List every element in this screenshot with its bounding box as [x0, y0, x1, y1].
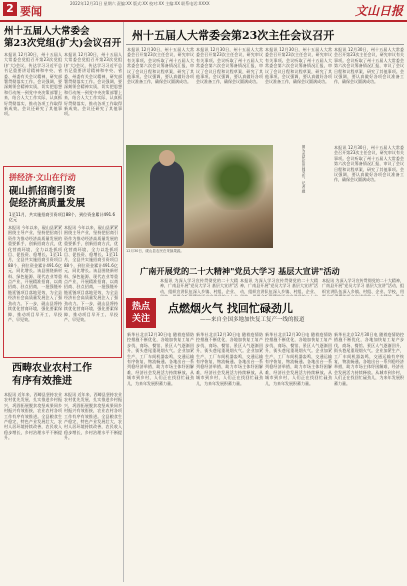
- photo-person: [150, 160, 184, 246]
- main-headline-1: 州十五届人大常委会第23次主任会议召开: [132, 29, 335, 42]
- main-article-1c: 本报讯 12月30日，州十五届人大常委会召开第23次主任会议，研究审议有关事项。会议听取了州十五届人大常委会第六次会议筹备情况汇报，审议了会议日程和议程草案，研究了其他事项。会议强调，要认真做好各项会议准备工作，确保会议圆满成功。: [265, 47, 332, 85]
- newspaper-logo: 文山日报: [354, 4, 403, 18]
- main-article-1d: 本报讯 12月30日，州十五届人大常委会召开第23次主任会议，研究审议有关事项。会议听取了州十五届人大常委会第六次会议筹备情况汇报，审议了会议日程和议程草案，研究了其他事项。会议强调，要认真做好各项会议准备工作，确保会议圆满成功。: [334, 47, 404, 85]
- column-tag: 拼经济·文山在行动: [9, 172, 76, 182]
- left-subhead-2: 1至11月，共实施招商引资项目88个，到位资金累计491.6亿元: [9, 212, 115, 223]
- left-article-3b: 本报讯 近年来，西畴县坚持农业农村优先发展，扎实推进乡村振兴，巩固拓展脱贫攻坚成果同乡村振兴有效衔接，农业农村各项工作有序有效推进。全县粮食生产稳定，特色产业发展壮大，农村人居环境持续改善，农民收入稳步增长，乡村治理水平不断提升。: [64, 392, 122, 441]
- main-article-1a: 本报讯 12月30日，州十五届人大常委会召开第23次主任会议，研究审议有关事项。会议听取了州十五届人大常委会第六次会议筹备情况汇报，审议了会议日程和议程草案，研究了其他事项。会议强调，要认真做好各项会议准备工作，确保会议圆满成功。: [127, 47, 194, 85]
- main-article-3b: 新华社北京12月30日电 随着疫情防控措施不断优化，各地加快复工复产步伐，商场、餐馆、景区人气逐渐回升，街头巷尾重现烟火气。企业加紧生产，工厂车间机器轰鸣，交通运输有序恢复，物流畅通。各地出台一系列稳经济举措，助力市场主体纾困解难，经济社会发展活力持续释放。从城市到乡村，人们正在找回忙碌劲儿，为来年发展积蓄力量。: [196, 332, 263, 386]
- page-number: 2: [3, 2, 17, 16]
- photo-vines: [200, 150, 270, 210]
- main-article-2c: 本报讯 为深入学习宣传贯彻党的二十大精神，广南县开展"党员大学习 基层大宣讲"活动，组织宣讲队伍深入乡镇、村组、企业、学校，用: [322, 278, 404, 294]
- photo-person-head: [159, 150, 175, 166]
- page-header: [0, 0, 407, 22]
- left-article-3: 本报讯 近年来，西畴县坚持农业农村优先发展，扎实推进乡村振兴，巩固拓展脱贫攻坚成果同乡村振兴有效衔接，农业农村各项工作有序有效推进。全县粮食生产稳定，特色产业发展壮大，农村人居环境持续改善，农民收入稳步增长，乡村治理水平不断提升。: [4, 392, 62, 441]
- header-meta: 2022年12月31日 星期六 责编:XX 版式:XX 校对:XX 主编:XX 联系电话:XXXX: [70, 1, 210, 6]
- photo-caption: 12月30日，砚山县农民在采摘果蔬。: [126, 249, 184, 253]
- section-title: 要闻: [20, 5, 42, 18]
- divider: [126, 44, 404, 45]
- left-headline-2: 砚山抓招商引资 促经济高质量发展: [9, 186, 86, 209]
- left-headline-1: 州十五届人大常委会 第23次党组(扩大)会议召开: [4, 26, 122, 49]
- main-article-3a: 新华社北京12月30日电 随着疫情防控措施不断优化，各地加快复工复产步伐，商场、餐馆、景区人气逐渐回升，街头巷尾重现烟火气。企业加紧生产，工厂车间机器轰鸣，交通运输有序恢复，物流畅通。各地出台一系列稳经济举措，助力市场主体纾困解难，经济社会发展活力持续释放。从城市到乡村，人们正在找回忙碌劲儿，为来年发展积蓄力量。: [127, 332, 194, 386]
- side-caption: 图为农民在田间劳作。记者 摄: [302, 145, 306, 193]
- left-article-1b: 本报讯 12月30日，州十五届人大常委会党组召开第23次党组(扩大)会议，传达学习习近平总书记重要讲话精神和中央、省委、州委有关会议精神，研究部署贯彻落实工作。会议强调，要深刻领会精神实质，切实把思想和行动统一到党中央决策部署上来，结合人大工作实际，认真抓好贯彻落实，推动各项工作取得新成效。会议还研究了其他事项。: [64, 52, 122, 117]
- main-article-2b: 本报讯 为深入学习宣传贯彻党的二十大精神，广南县开展"党员大学习 基层大宣讲"活动，组织宣讲队伍深入乡镇、村组、企业、: [240, 278, 318, 294]
- main-article-2a: 本报讯 为深入学习宣传贯彻党的二十大精神，广南县开展"党员大学习 基层大宣讲"活动，组织宣讲队伍深入乡镇、村组、企业、: [160, 278, 238, 294]
- hot-topic-seal: [126, 298, 156, 328]
- left-article-1: 本报讯 12月30日，州十五届人大常委会党组召开第23次党组(扩大)会议，传达学习习近平总书记重要讲话精神和中央、省委、州委有关会议精神，研究部署贯彻落实工作。会议强调，要深刻领会精神实质，切实把思想和行动统一到党中央决策部署上来，结合人大工作实际，认真抓好贯彻落实，推动各项工作取得新成效。会议还研究了其他事项。: [4, 52, 62, 117]
- seal-text: 热点 关注: [131, 302, 150, 324]
- main-headline-3: 点燃烟火气 找回忙碌劲儿: [168, 302, 293, 315]
- left-headline-3: 西畴农业农村工作 有序有效推进: [12, 363, 92, 387]
- main-article-1b: 本报讯 12月30日，州十五届人大常委会召开第23次主任会议，研究审议有关事项。会议听取了州十五届人大常委会第六次会议筹备情况汇报，审议了会议日程和议程草案，研究了其他事项。会议强调，要认真做好各项会议准备工作，确保会议圆满成功。: [196, 47, 263, 85]
- left-article-2: 本报讯 今年以来，砚山县紧紧围绕主导产业，坚持把招商引资作为推动经济高质量发展的重要抓手，创新招商方式，优化营商环境，全力以赴抓项目、促投资、稳增长。1至11月，全县共实施招商引资项目88个，到位资金累计491.6亿元，同比增长。该县围绕新材料、绿色能源、现代农业等重点产业，开展精准招商、以商招商、驻点招商，一批强链补链延链项目落地见效，为全县经济社会高质量发展注入了强劲动力。下一步，砚山县将持续优化营商环境，强化要素保障，推动项目早开工、早投产、早见效。: [8, 225, 62, 322]
- column-divider: [123, 22, 124, 582]
- main-article-3c: 新华社北京12月30日电 随着疫情防控措施不断优化，各地加快复工复产步伐，商场、餐馆、景区人气逐渐回升，街头巷尾重现烟火气。企业加紧生产，工厂车间机器轰鸣，交通运输有序恢复，物流畅通。各地出台一系列稳经济举措，助力市场主体纾困解难，经济社会发展活力持续释放。从城市到乡村，人们正在找回忙碌劲儿，为来年发展积蓄力量。: [265, 332, 332, 386]
- main-article-3d: 新华社北京12月30日电 随着疫情防控措施不断优化，各地加快复工复产步伐，商场、餐馆、景区人气逐渐回升，街头巷尾重现烟火气。企业加紧生产，工厂车间机器轰鸣，交通运输有序恢复，物流畅通。各地出台一系列稳经济举措，助力市场主体纾困解难，经济社会发展活力持续释放。从城市到乡村，人们正在找回忙碌劲儿，为来年发展积蓄力量。: [334, 332, 404, 386]
- main-headline-2: 广南开展党的二十大精神"党员大学习 基层大宣讲"活动: [140, 266, 340, 276]
- left-article-2b: 本报讯 今年以来，砚山县紧紧围绕主导产业，坚持把招商引资作为推动经济高质量发展的重要抓手，创新招商方式，优化营商环境，全力以赴抓项目、促投资、稳增长。1至11月，全县共实施招商引资项目88个，到位资金累计491.6亿元，同比增长。该县围绕新材料、绿色能源、现代农业等重点产业，开展精准招商、以商招商、驻点招商，一批强链补链延链项目落地见效，为全县经济社会高质量发展注入了强劲动力。下一步，砚山县将持续优化营商环境，强化要素保障，推动项目早开工、早投产、早见效。: [64, 225, 118, 322]
- main-subhead-3: ——来自全国多地加快复工复产一线的报道: [200, 317, 305, 323]
- main-article-1e: 本报讯 12月30日，州十五届人大常委会召开第23次主任会议，研究审议有关事项。会议听取了州十五届人大常委会第六次会议筹备情况汇报，审议了会议日程和议程草案，研究了其他事项。会议强调，要认真做好各项会议准备工作，确保会议圆满成功。: [334, 145, 404, 183]
